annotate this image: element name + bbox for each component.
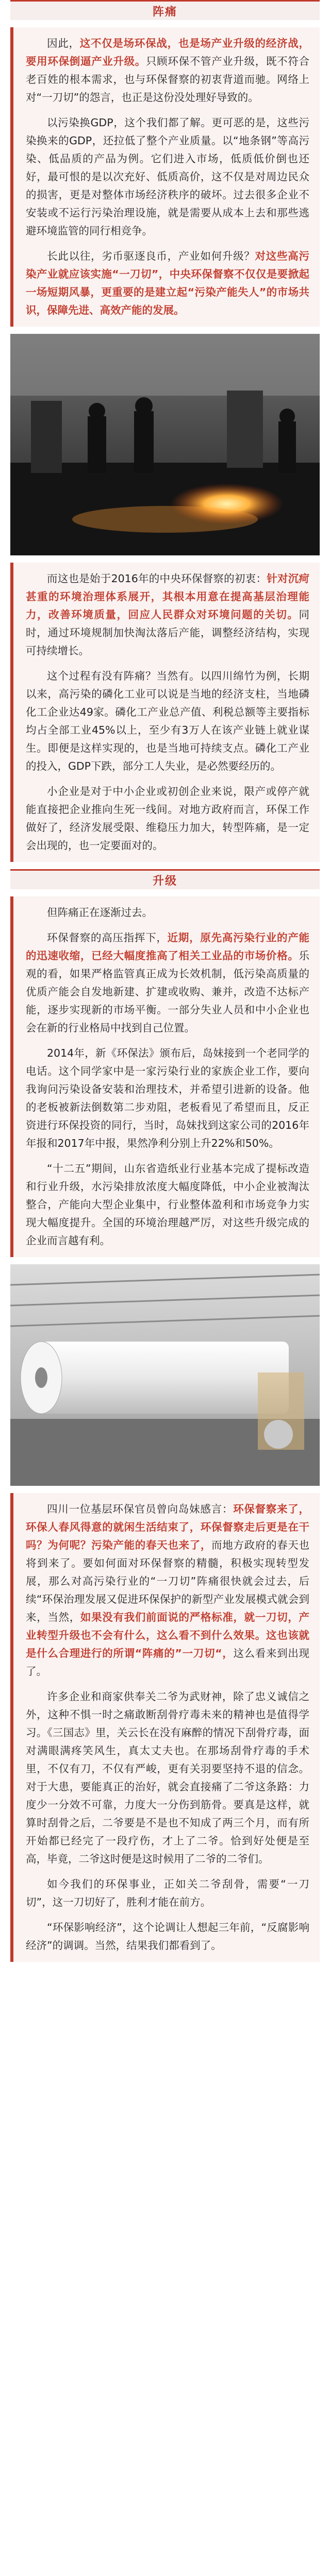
highlight-text: 近期，原先高污染行业的产能的迅速收缩，已经大幅度推高了相关工业品的市场价格。: [26, 931, 310, 962]
paragraph: 许多企业和商家供奉关二爷为武财神，除了忠义诚信之外，这种不惧一时之痛敢断刮骨疗毒未来的精神也是值得学习。《三国志》里，关云长在没有麻醉的情况下刮骨疗毒，面对满眼满疼笑风生，真太丈夫也。在那场刮骨疗毒的手术里，不仅有刀，不仅有严峻，更有关羽要坚持不退的信念。对于大患，要能真正的治好，就会直接痛了二爷这条路：力度少一分效不可靠，力度大一分伤到筋骨。要真是这样，就算时刮骨之后，二爷要是不是也不知成了两三个月，而有所开始都已经完了一段疗伤，才上了二爷。恰到好处便是至高，毕竟，二爷这时便是这时候用了二爷的二爷们。: [26, 1690, 309, 1865]
section-header-pain: [10, 0, 320, 20]
paragraph: 如今我们的环保事业，正如关二爷刮骨，需要“一刀切”，这一刀切好了，胜利才能在前方。: [26, 1878, 309, 1908]
paragraph: “十二五”期间，山东省造纸业行业基本完成了提标改造和行业升级，水污染排放浓度大幅度降低，中小企业被淘汰整合，产能向大型企业集中，行业整体盈利和市场竞争力实现大幅度提升。全国的环境治理越严厉，对这些升级完成的企业而言越有利。: [26, 1162, 309, 1247]
paragraph: [26, 1500, 309, 1681]
paragraph: 小企业是对于中小企业或初创企业来说，限产或停产就能直接把企业推向生死一线间。对地方政府而言，环保工作做好了，经济发展受限、维稳压力加大，转型阵痛，是一定会出现的，也一定要面对的。: [26, 785, 309, 852]
highlight-text: 环保督察来了，环保人春风得意的就闲生活结束了，环保督察走后更是在干吗？为何呢？污染产能的春天也来了，: [26, 1503, 310, 1551]
text-block-intro: [10, 27, 320, 327]
paragraph: 但阵痛正在逐渐过去。: [47, 906, 153, 919]
text-span: 这么看来到出现了。: [26, 1647, 310, 1677]
text-span: 只顾环保不管产业升级，既不符合老百姓的根本需求，也与环保督察的初衷背道而驰。网络上对“一刀切”的怨言，也正是这份没处理好导致的。: [26, 55, 310, 104]
highlight-text: 如果没有我们前面说的严格标准，就一刀切，产业转型升级也不会有什么，这么看不到什么效果。这也该就是什么合理进行的所谓“阵痛的”一刀切“，: [26, 1611, 310, 1659]
text-span: 乐观的看，如果严格监管真正成为长效机制，低污染高质量的优质产能会自发地新建、扩建或收购、兼并，改造不达标产能，逐步实现新的市场平衡。一部分失业人员和中小企业也会在新的行业格局中找到自己位置。: [26, 950, 309, 1034]
paragraph: “环保影响经济”，这个论调让人想起三年前，“反腐影响经济”的调调。当然，结果我们都看到了。: [26, 1921, 309, 1952]
text-block-policy: [10, 563, 320, 862]
paragraph: 以污染换GDP，这个我们都了解。更可恶的是，这些污染换来的GDP，还拉低了整个产业质量。以“地条钢”等高污染、低品质的产品为例。它们进入市场，低质低价倒也还好，最可恨的是以次充好、低质高价，这不仅是对周边民众的损害，更是对整体市场经济秩序的破坏。过去很多企业不安装或不运行污染治理设施，就是需要从成本上去和那些逃避环境监管的同行相竞争。: [26, 116, 309, 237]
text-block-upgrade: [10, 896, 320, 1257]
paragraph: [26, 35, 309, 107]
text-span: 同时，通过环境规制加快淘汰落后产能，调整经济结构，实现可持续增长。: [26, 608, 309, 657]
text-block-conclusion: [10, 1493, 320, 1962]
paragraph: [26, 929, 309, 1037]
steel-mill-illustration: [10, 334, 320, 555]
paragraph: 2014年，新《环保法》颁布后，岛妹接到一个老同学的电话。这个同学家中是一家污染行业的家族企业工作，要向我询问污染设备安装和治理技术，并希望引进新的设备。他的老板被新法倒数第二步劝阻，老板看见了希望而且，反正资进行环保投资的同行，当时，岛妹找到这家公司的2016年年报和2017年中报，果然净利分别上升22%和50%。: [26, 1047, 309, 1149]
text-span: 因此，: [47, 37, 80, 49]
steel-mill-photo: [10, 334, 320, 555]
text-span: 四川一位基层环保官员曾向岛妹感言：: [47, 1503, 234, 1515]
paragraph: 这个过程有没有阵痛？当然有。以四川绵竹为例，长期以来，高污染的磷化工业可以说是当地的经济支柱，当地磷化工企业达49家。磷化工产业总产值、利税总额等主要指标均占全部工业45%以上，至少有3万人在该产业链上就业谋生。即便是这样实现的，也是当地可持续支点。磷化工产业的投入，GDP下跌，部分工人失业，是必然要经历的。: [26, 670, 309, 772]
text-span: 而这也是始于2016年的中央环保督察的初衷：: [47, 572, 267, 585]
paper-mill-illustration: [10, 1264, 320, 1486]
paragraph: [26, 247, 309, 319]
text-span: 长此以往，劣币驱逐良币，产业如何升级？: [47, 250, 255, 262]
section-title: 阵痛: [152, 5, 177, 19]
text-span: 而地方政府的春天也将到来了。要如何面对环保督察的精髓，积极实现转型发展，那么对高污染行业的“一刀切”阵痛很快就会过去，后续“环保治理发展又促进环保保护的新型产业发展模式就会到来，当然，: [26, 1539, 310, 1623]
highlight-text: 针对沉疴甚重的环境治理体系展开，其根本用意在提高基层治理能力，改善环境质量，回应人民群众对环境问题的关切。: [26, 572, 309, 621]
section-header-upgrade: [10, 869, 320, 889]
paper-mill-photo: [10, 1264, 320, 1486]
section-title: 升级: [152, 874, 177, 888]
highlight-text: 对这些高污染产业就应该实施“一刀切”，中央环保督察不仅仅是要掀起一场短期风暴，更重要的是建立起“污染产能失人”的市场共识，保障先进、高效产能的发展。: [26, 250, 310, 316]
paragraph: [26, 570, 309, 660]
highlight-text: 这不仅是场环保战，也是场产业升级的经济战，要用环保倒逼产业升级。: [26, 37, 310, 67]
text-span: 环保督察的高压指挥下，: [47, 931, 168, 944]
